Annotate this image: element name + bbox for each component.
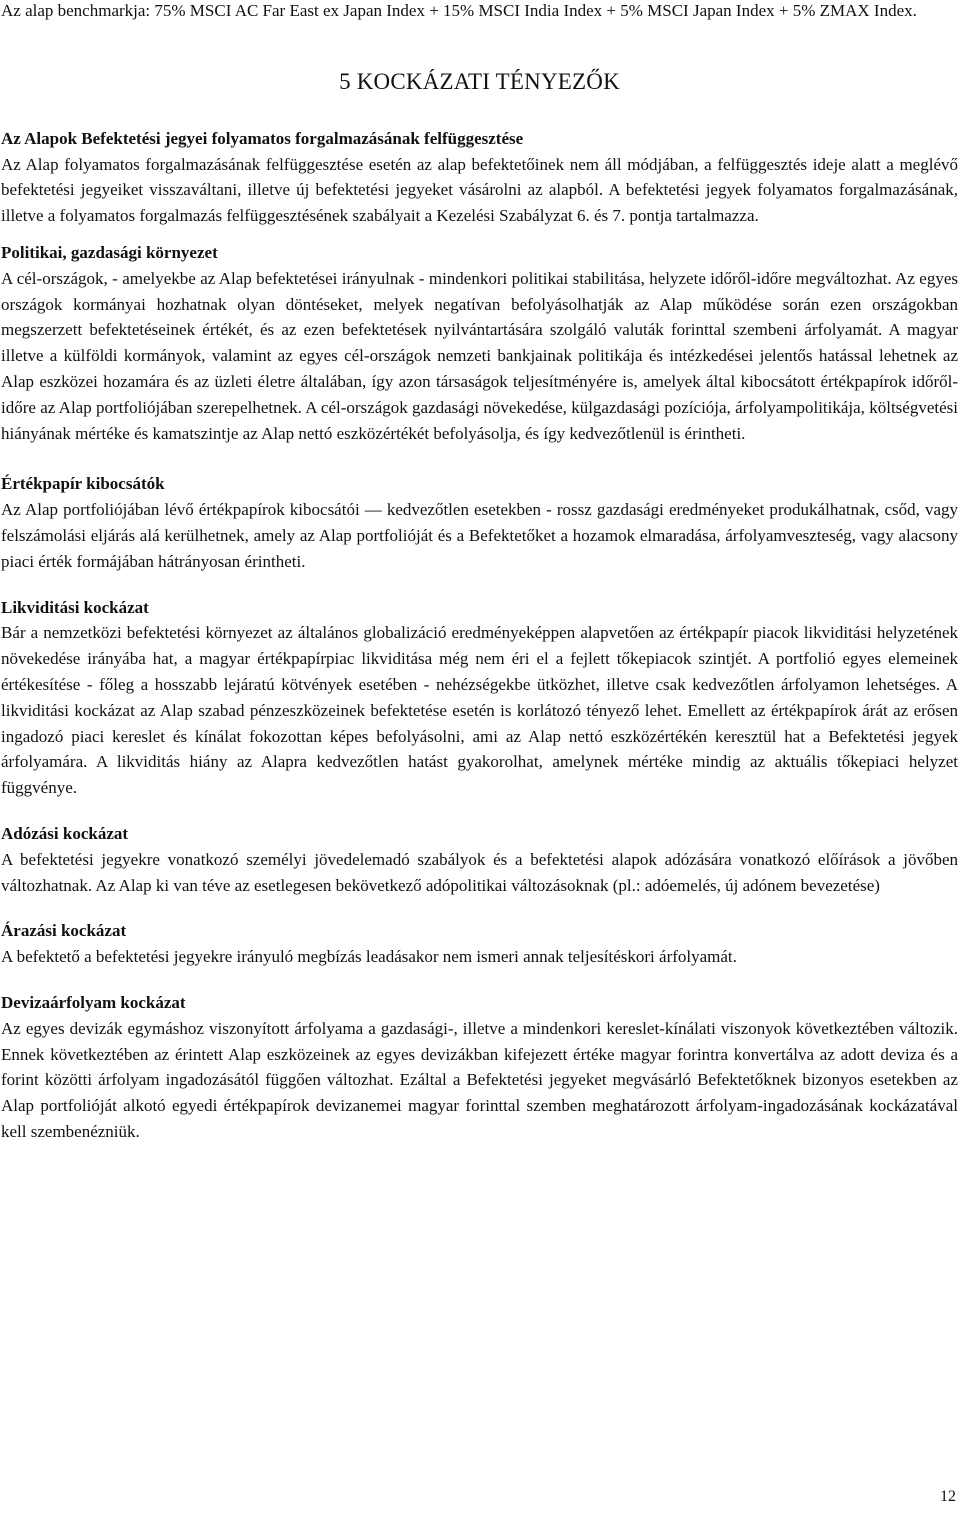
section-body: Az Alap portfoliójában lévő értékpapírok kibocsátói ― kedvezőtlen esetekben - rossz gazdasági eredményeket produkálhatnak, csőd, vagy felszámolási eljárás alá kerülhetnek, amely az Alap portfolióját és a Befektetőket a hozamok elmaradása, árfolyamveszteség, vagy alacsony piaci érték formájában hátrányosan érintheti.	[1, 500, 958, 571]
chapter-title: 5 KOCKÁZATI TÉNYEZŐK	[339, 68, 620, 94]
benchmark-paragraph: Az alap benchmarkja: 75% MSCI AC Far East ex Japan Index + 15% MSCI India Index + 5% MSCI Japan Index + 5% ZMAX Index.	[1, 1, 917, 20]
section-heading: Adózási kockázat	[1, 823, 129, 843]
section-tax-risk	[1, 821, 958, 898]
section-suspension	[1, 126, 958, 229]
section-liquidity-risk	[1, 595, 958, 801]
section-body: Bár a nemzetközi befektetési környezet az általános globalizáció eredményeképpen alapvetően az értékpapír piacok likviditási helyzetének növekedése irányába hat, a magyar értékpapírpiac likviditása még nem éri el a fejlett tőkepiacok szintjét. A portfolió egyes elemeinek értékesítése - főleg a hosszabb lejáratú kötvények esetében - nehézségekbe ütközhet, illetve csak kedvezőtlen árfolyamon lehetséges. A likviditási kockázat az Alap szabad pénzeszközeinek befektetése esetén is korlátozó tényező lehet. Emellett az értékpapírok árát az erősen ingadozó piaci kereslet és kínálat fokozottan képes befolyásolni, ami az Alap nettó eszközértékén keresztül hat a Befektetési jegyek árfolyamára. A likviditás hiány az Alapra kedvezőtlen hatást gyakorolhat, amelynek mértéke mindig az aktuális tőkepiaci helyzet függvénye.	[1, 623, 958, 798]
section-body: A befektető a befektetési jegyekre irányuló megbízás leadásakor nem ismeri annak teljesítéskori árfolyamát.	[1, 947, 737, 967]
page-number: 12	[940, 1488, 956, 1505]
section-body: Az Alap folyamatos forgalmazásának felfüggesztése esetén az alap befektetőinek nem áll módjában, a felfüggesztés ideje alatt a meglévő befektetési jegyeiket visszaváltani, illetve új befektetési jegyeket vásárolni az alapból. A befektetési jegyek folyamatos forgalmazásának, illetve a folyamatos forgalmazás felfüggesztésének szabályait a Kezelési Szabályzat 6. és 7. pontja tartalmazza.	[1, 154, 958, 226]
section-pricing-risk	[1, 918, 958, 970]
section-heading: Árazási kockázat	[1, 921, 127, 941]
section-heading: Devizaárfolyam kockázat	[1, 992, 186, 1012]
section-heading: Likviditási kockázat	[1, 597, 149, 617]
section-body: A cél-országok, - amelyekbe az Alap befektetései irányulnak - mindenkori politikai stabilitása, helyzete időről-időre megváltozhat. Az egyes országok kormányai hozhatnak olyan döntéseket, melyek negatívan befolyásolhatják az Alap működése során ezen országokban megszerzett befektetéseinek értékét, és az ezen befektetések nyilvántartására szolgáló valuták forinttal szembeni árfolyamát. A magyar illetve a külföldi kormányok, valamint az egyes cél-országok nemzeti bankjainak politikája és intézkedései jelentős hatással lehetnek az Alap eszközei hozamára és az üzleti életre általában, így azon társaságok teljesítményére is, amelyek által kibocsátott értékpapírok időről-időre az Alap portfoliójában szerepelhetnek. A cél-országok gazdasági növekedése, külgazdasági pozíciója, árfolyampolitikája, költségvetési hiányának mértéke és kamatszintje az Alap nettó eszközértékét befolyásolja, és így kedvezőtlenül is érintheti.	[1, 268, 958, 443]
section-fx-risk	[1, 990, 958, 1145]
section-issuers	[1, 471, 958, 574]
section-body: A befektetési jegyekre vonatkozó személyi jövedelemadó szabályok és a befektetési alapok adózására vonatkozó előírások a jövőben változhatnak. Az Alap ki van téve az esetlegesen bekövetkező adópolitikai változásoknak (pl.: adóemelés, új adónem bevezetése)	[1, 849, 958, 895]
document-page	[1, 0, 958, 1145]
section-heading: Az Alapok Befektetési jegyei folyamatos forgalmazásának felfüggesztése	[1, 128, 524, 148]
section-body: Az egyes devizák egymáshoz viszonyított árfolyama a gazdasági-, illetve a mindenkori kereslet-kínálati viszonyok következtében változik. Ennek következtében az érintett Alap eszközeinek az egyes devizákban kifejezett értéke magyar forintra konvertálva az adott deviza és a forint közötti árfolyam ingadozásától függően változhat. Ezáltal a Befektetési jegyeket megvásárló Befektetőknek bizonyos esetekben az Alap portfolióját alkotó egyedi értékpapírok devizanemei magyar forinttal szemben meghatározott árfolyam-ingadozásának kockázatával kell szembenézniük.	[1, 1018, 958, 1141]
section-heading: Értékpapír kibocsátók	[1, 474, 165, 494]
section-political-economic	[1, 240, 958, 446]
section-heading: Politikai, gazdasági környezet	[1, 242, 218, 262]
